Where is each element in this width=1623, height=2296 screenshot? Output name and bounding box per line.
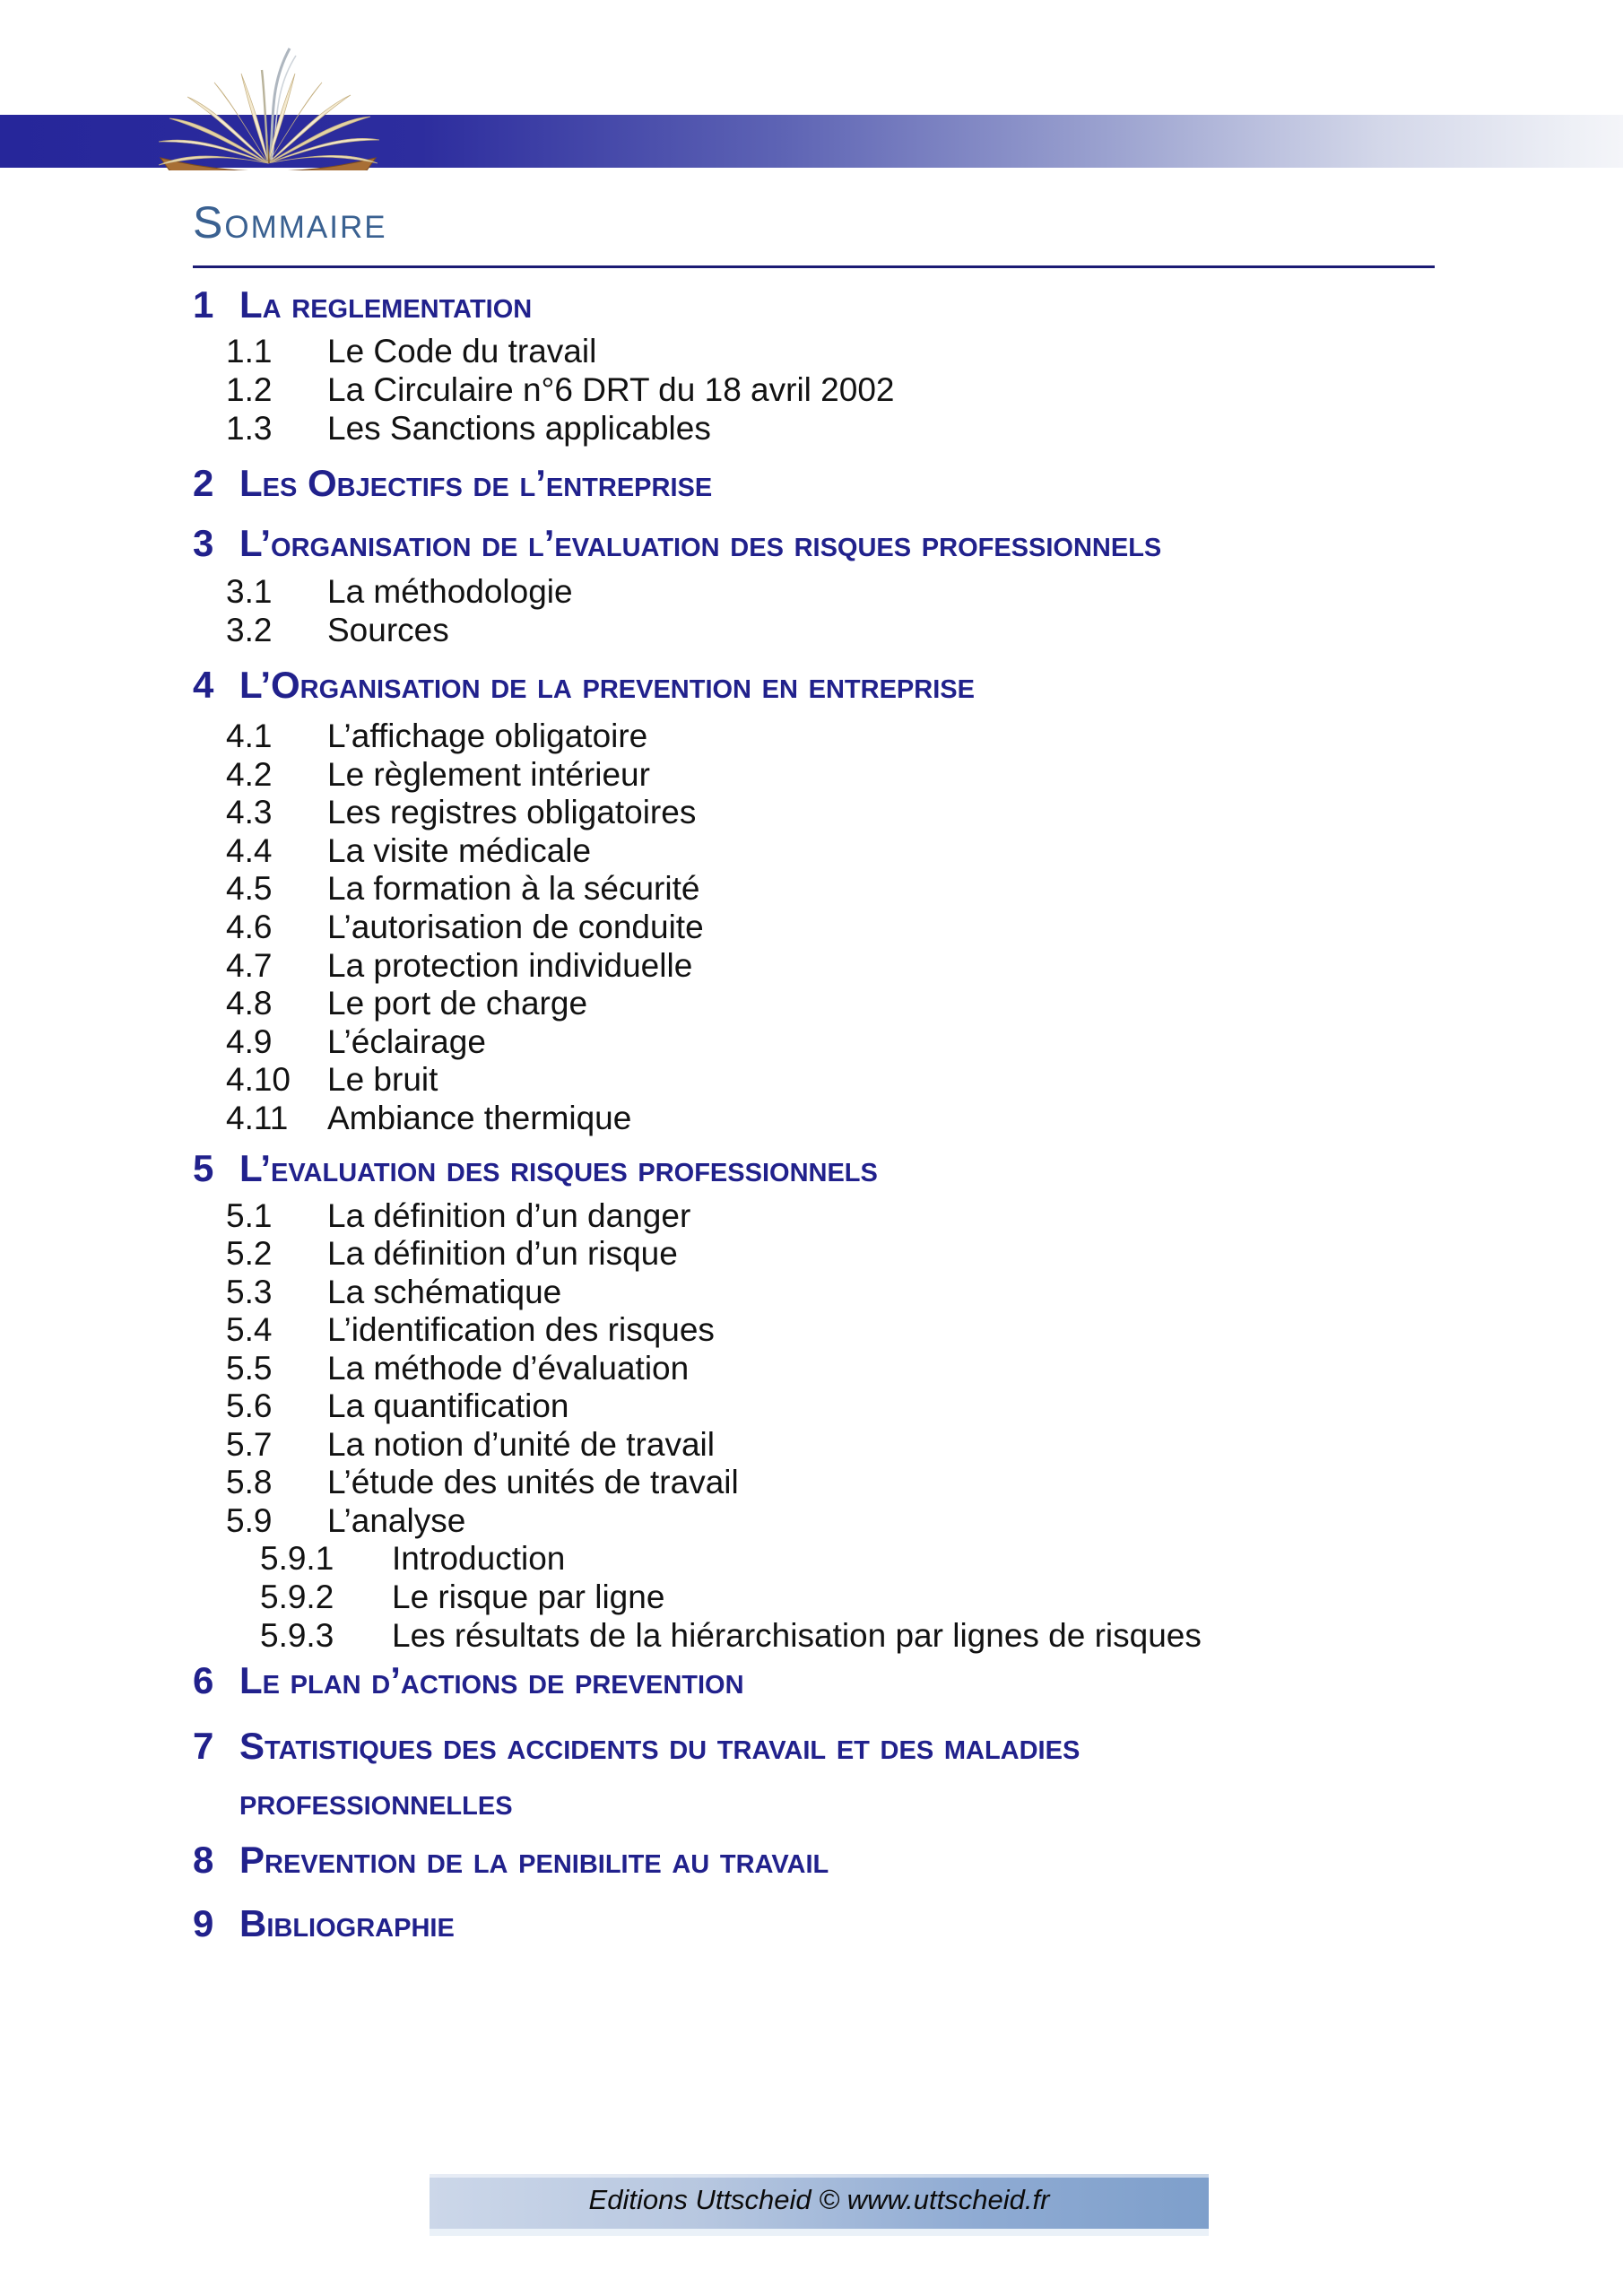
- toc-number: 1.2: [226, 371, 273, 408]
- toc-number: 4.6: [226, 909, 273, 945]
- toc-number: 5.3: [226, 1274, 273, 1310]
- toc-section-8: [193, 1841, 829, 1879]
- toc-number: 1.3: [226, 410, 273, 447]
- toc-entry-4-7: [226, 949, 692, 982]
- toc-label: Introduction: [392, 1540, 566, 1577]
- toc-label: L’étude des unités de travail: [327, 1464, 739, 1500]
- toc-number: 3: [193, 522, 214, 564]
- toc-number: 6: [193, 1659, 214, 1701]
- title-underline: [193, 265, 1435, 268]
- toc-number: 4.1: [226, 718, 273, 754]
- toc-number: 2: [193, 462, 214, 504]
- toc-number: 4.3: [226, 794, 273, 831]
- toc-number: 1.1: [226, 333, 273, 370]
- toc-number: 5.4: [226, 1311, 273, 1348]
- toc-number: 7: [193, 1725, 214, 1767]
- toc-number: 8: [193, 1839, 214, 1881]
- toc-label: La définition d’un danger: [327, 1197, 691, 1234]
- toc-entry-4-9: [226, 1025, 486, 1058]
- toc-section-3: [193, 522, 1162, 564]
- toc-entry-4-2: [226, 758, 650, 791]
- toc-entry-5-9-3: [260, 1619, 1202, 1652]
- toc-number: 3.1: [226, 573, 273, 610]
- toc-number: 5.9.2: [260, 1578, 334, 1615]
- toc-number: 5.9.1: [260, 1540, 334, 1577]
- toc-number: 5.7: [226, 1426, 273, 1463]
- toc-label: L’éclairage: [327, 1023, 486, 1060]
- toc-entry-5-9-2: [260, 1580, 664, 1613]
- toc-section-5: [193, 1147, 878, 1189]
- toc-number: 5.6: [226, 1387, 273, 1424]
- toc-number: 4.5: [226, 870, 273, 907]
- toc-entry-5-5: [226, 1352, 689, 1385]
- toc-number: 5: [193, 1147, 214, 1189]
- toc-number: 5.1: [226, 1197, 273, 1234]
- toc-entry-4-3: [226, 796, 696, 829]
- toc-label: La quantification: [327, 1387, 569, 1424]
- toc-label: L’evaluation des risques professionnels: [239, 1147, 878, 1189]
- toc-entry-5-9-1: [260, 1542, 565, 1575]
- toc-number: 4.11: [226, 1100, 289, 1136]
- toc-label: La visite médicale: [327, 832, 592, 869]
- footer-bar: [430, 2174, 1209, 2229]
- footer-text: Editions Uttscheid © www.uttscheid.fr: [588, 2184, 1050, 2215]
- toc-entry-4-1: [226, 719, 647, 752]
- toc-label: Les Sanctions applicables: [327, 410, 711, 447]
- toc-number: 4.10: [226, 1061, 291, 1098]
- toc-number: 5.9: [226, 1502, 273, 1539]
- toc-label: L’autorisation de conduite: [327, 909, 704, 945]
- toc-label: Sources: [327, 612, 449, 648]
- toc-number: 4.8: [226, 985, 273, 1022]
- toc-number: 3.2: [226, 612, 273, 648]
- toc-section-1: [193, 283, 533, 326]
- toc-label: L’affichage obligatoire: [327, 718, 648, 754]
- toc-label: Les registres obligatoires: [327, 794, 697, 831]
- toc-label: La définition d’un risque: [327, 1235, 678, 1272]
- toc-label: Le règlement intérieur: [327, 756, 650, 793]
- toc-entry-5-3: [226, 1275, 561, 1309]
- toc-label: La méthodologie: [327, 573, 573, 610]
- toc-label: L’Organisation de la prevention en entreprise: [239, 664, 975, 706]
- toc-label: professionnelles: [239, 1780, 513, 1822]
- toc-entry-5-6: [226, 1389, 568, 1422]
- toc-label: La protection individuelle: [327, 947, 693, 984]
- toc-label: Le plan d’actions de prevention: [239, 1659, 744, 1701]
- toc-label: Le bruit: [327, 1061, 438, 1098]
- toc-section-7: [193, 1727, 1080, 1765]
- toc-entry-1-1: [226, 335, 596, 368]
- toc-label: La notion d’unité de travail: [327, 1426, 715, 1463]
- toc-label: Les résultats de la hiérarchisation par lignes de risques: [392, 1617, 1202, 1654]
- toc-section-2: [193, 462, 713, 504]
- toc-number: 4: [193, 664, 214, 706]
- toc-entry-4-5: [226, 872, 699, 905]
- toc-label: Statistiques des accidents du travail et des maladies: [239, 1725, 1081, 1767]
- toc-label: Prevention de la penibilite au travail: [239, 1839, 829, 1881]
- toc-entry-5-1: [226, 1199, 690, 1232]
- toc-number: 5.2: [226, 1235, 273, 1272]
- toc-number: 1: [193, 283, 214, 326]
- toc-label: Ambiance thermique: [327, 1100, 632, 1136]
- toc-section-7-line2: [239, 1780, 513, 1822]
- toc-label: L’identification des risques: [327, 1311, 715, 1348]
- toc-section-4: [193, 666, 975, 704]
- toc-label: Le port de charge: [327, 985, 588, 1022]
- toc-section-9: [193, 1902, 455, 1944]
- toc-number: 5.8: [226, 1464, 273, 1500]
- toc-label: Les Objectifs de l’entreprise: [239, 462, 713, 504]
- toc-label: L’organisation de l’evaluation des risques professionnels: [239, 522, 1162, 564]
- toc-entry-5-7: [226, 1428, 715, 1461]
- toc-label: La Circulaire n°6 DRT du 18 avril 2002: [327, 371, 895, 408]
- toc-entry-1-2: [226, 373, 895, 406]
- toc-label: La formation à la sécurité: [327, 870, 700, 907]
- toc-entry-5-2: [226, 1237, 678, 1270]
- toc-label: Le risque par ligne: [392, 1578, 665, 1615]
- toc-number: 5.9.3: [260, 1617, 334, 1654]
- toc-number: 4.2: [226, 756, 273, 793]
- toc-section-6: [193, 1659, 744, 1701]
- toc-label: La méthode d’évaluation: [327, 1350, 690, 1387]
- toc-label: Le Code du travail: [327, 333, 597, 370]
- toc-label: La reglementation: [239, 283, 533, 326]
- toc-entry-4-4: [226, 834, 591, 867]
- toc-entry-4-6: [226, 910, 704, 944]
- toc-number: 5.5: [226, 1350, 273, 1387]
- toc-entry-5-4: [226, 1313, 715, 1346]
- toc-label: La schématique: [327, 1274, 562, 1310]
- toc-number: 4.7: [226, 947, 273, 984]
- toc-number: 4.4: [226, 832, 273, 869]
- toc-entry-1-3: [226, 412, 711, 445]
- toc-number: 4.9: [226, 1023, 273, 1060]
- toc-entry-4-8: [226, 987, 587, 1020]
- toc-label: Bibliographie: [239, 1902, 455, 1944]
- open-book-icon: [137, 43, 399, 170]
- toc-entry-4-11: [226, 1101, 631, 1135]
- toc-entry-3-1: [226, 575, 573, 608]
- toc-entry-5-9: [226, 1504, 465, 1537]
- toc-number: 9: [193, 1902, 214, 1944]
- toc-label: L’analyse: [327, 1502, 466, 1539]
- toc-entry-3-2: [226, 613, 449, 647]
- toc-entry-4-10: [226, 1063, 438, 1096]
- toc-entry-5-8: [226, 1465, 739, 1499]
- page-title: Sommaire: [193, 197, 387, 248]
